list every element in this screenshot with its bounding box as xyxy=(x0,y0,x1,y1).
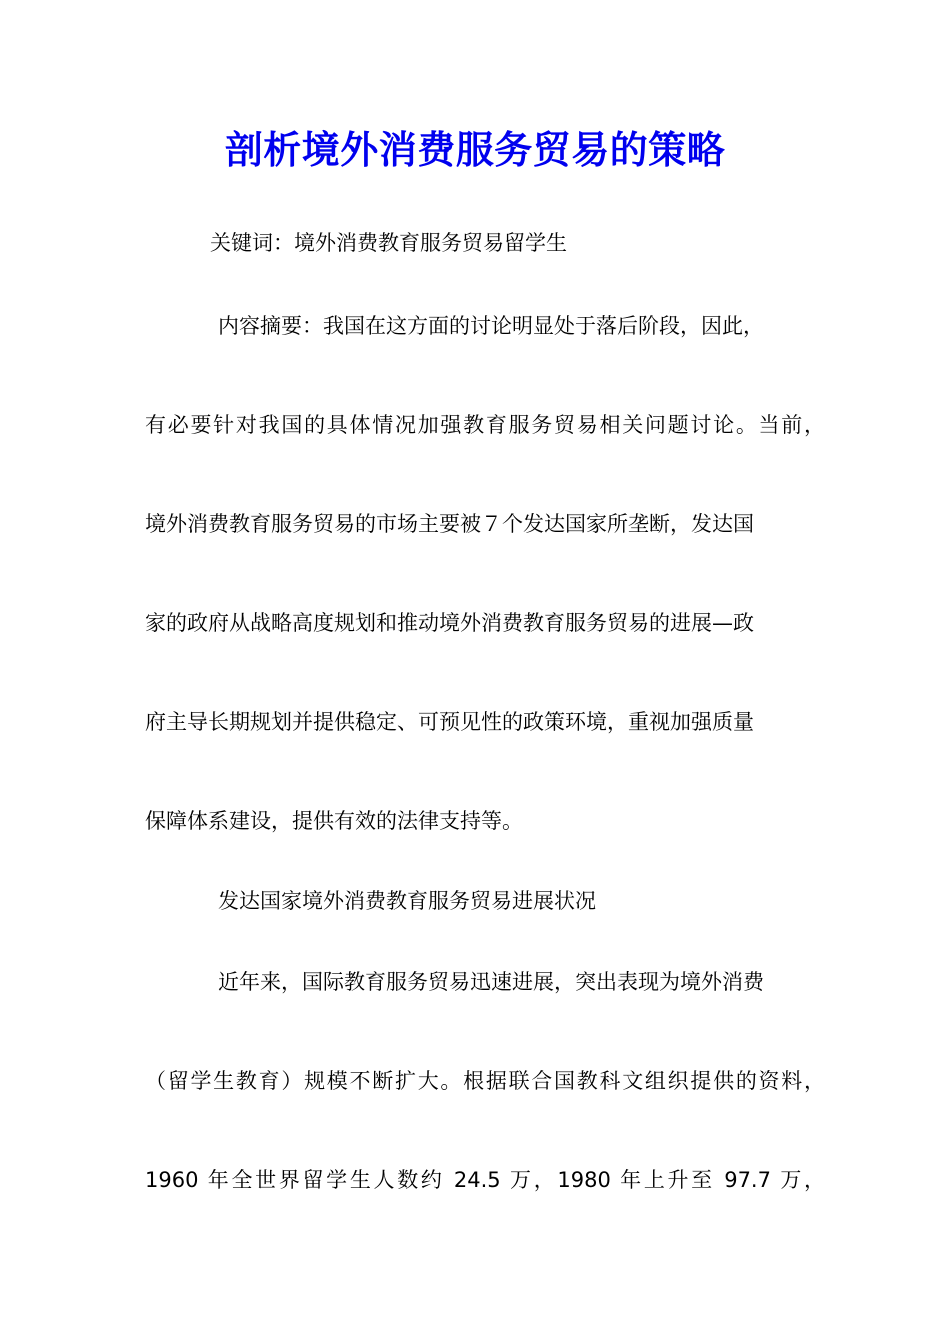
abstract-line-2: 有必要针对我国的具体情况加强教育服务贸易相关问题讨论。当前， xyxy=(145,413,825,437)
section-heading: 发达国家境外消费教育服务贸易进展状况 xyxy=(218,889,596,913)
document-title: 剖析境外消费服务贸易的策略 xyxy=(224,127,726,172)
body-line-1: 近年来，国际教育服务贸易迅速进展，突出表现为境外消费 xyxy=(218,970,764,994)
abstract-line-3: 境外消费教育服务贸易的市场主要被７个发达国家所垄断，发达国 xyxy=(145,512,754,536)
abstract-line-4: 家的政府从战略高度规划和推动境外消费教育服务贸易的进展—政 xyxy=(145,611,754,635)
abstract-line-5: 府主导长期规划并提供稳定、可预见性的政策环境，重视加强质量 xyxy=(145,710,754,734)
keywords-line: 关键词：境外消费教育服务贸易留学生 xyxy=(210,231,567,255)
body-line-2: （留学生教育）规模不断扩大。根据联合国教科文组织提供的资料， xyxy=(145,1069,825,1093)
abstract-line-1: 内容摘要：我国在这方面的讨论明显处于落后阶段，因此， xyxy=(218,314,764,338)
abstract-line-6: 保障体系建设，提供有效的法律支持等。 xyxy=(145,809,523,833)
body-line-3: 1960 年全世界留学生人数约 24.5 万，1980 年上升至 97.7 万， xyxy=(145,1168,825,1192)
